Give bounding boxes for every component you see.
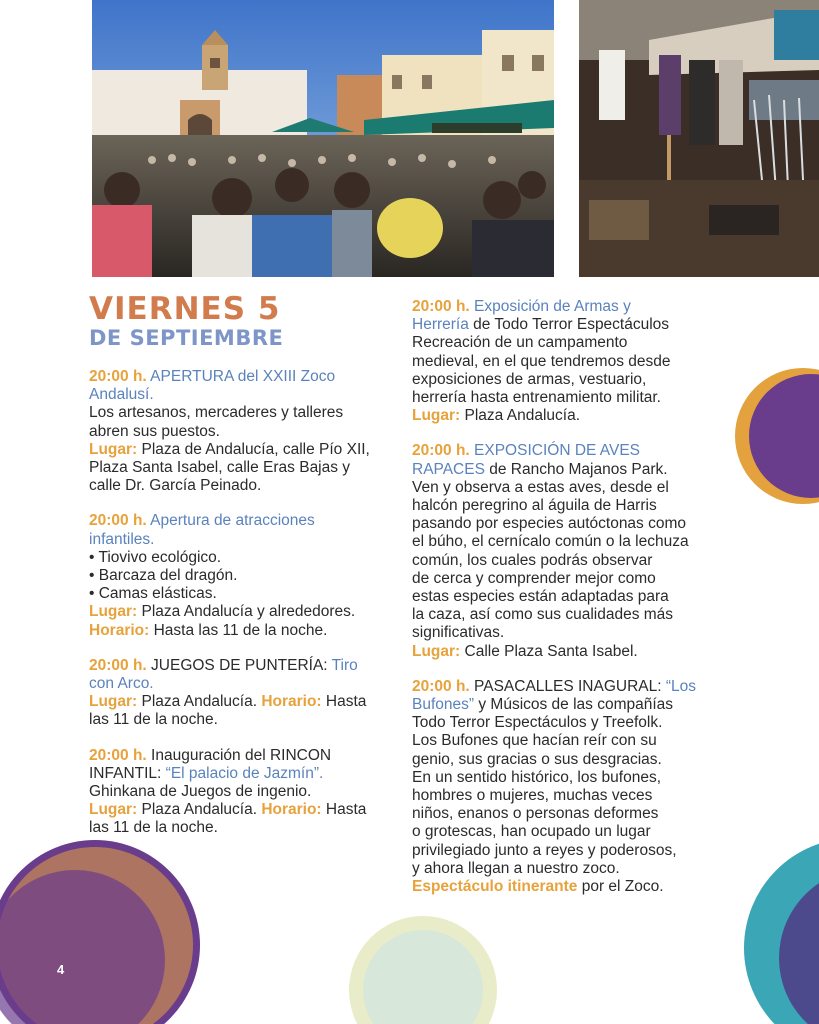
event-title: Exposición de Armas y — [469, 298, 631, 315]
horario-value: Hasta — [321, 801, 367, 819]
event-apertura-zoco — [89, 368, 401, 495]
event-company: y Músicos de las compañías — [474, 696, 674, 714]
event-title: APERTURA del XXIII Zoco — [146, 368, 336, 385]
event-title-cont: infantiles. — [89, 530, 155, 548]
event-title: PASACALLES INAGURAL: — [469, 677, 666, 695]
event-time: 20:00 h. — [89, 368, 147, 385]
event-desc-line: herrería hasta entrenamiento militar. — [412, 389, 661, 407]
event-desc-line: Recreación de un campamento — [412, 334, 628, 352]
event-title-highlight: “Los — [665, 677, 697, 695]
closing-text: por el Zoco. — [577, 878, 664, 896]
lugar-value: Plaza Andalucía y alrededores. — [137, 603, 356, 621]
horario-label: Horario: — [89, 621, 150, 639]
event-desc-line: halcón peregrino al águila de Harris — [412, 497, 657, 515]
event-desc-line: privilegiado junto a reyes y poderosos, — [412, 841, 677, 859]
event-time: 20:00 h. — [89, 746, 147, 764]
closing-label: Espectáculo itinerante — [412, 878, 578, 896]
event-desc-line: Los Bufones que hacían reír con su — [412, 732, 657, 750]
horario-value: Hasta — [321, 693, 367, 711]
event-desc-line: y ahora llegan a nuestro zoco. — [412, 859, 620, 877]
crowd-in-plaza-photo — [92, 0, 554, 277]
event-company: de Todo Terror Espectáculos — [468, 316, 670, 334]
event-aves-rapaces — [412, 442, 732, 660]
decorative-circle-right-top — [733, 368, 819, 504]
horario-label: Horario: — [261, 693, 322, 711]
lugar-value-cont: Plaza Santa Isabel, calle Eras Bajas y — [89, 459, 351, 477]
lugar-value: Plaza Andalucía. — [137, 801, 262, 819]
decorative-circle-bottom-center — [348, 915, 498, 1024]
event-title-cont: INFANTIL: — [89, 764, 166, 782]
event-time: 20:00 h. — [412, 677, 470, 695]
event-company: de Rancho Majanos Park. — [484, 460, 668, 478]
event-pasacalles — [412, 678, 732, 896]
month-subheading: DE SEPTIEMBRE — [89, 326, 284, 350]
lugar-value-cont: calle Dr. García Peinado. — [89, 477, 262, 495]
lugar-value: Calle Plaza Santa Isabel. — [460, 642, 638, 660]
event-desc-line: Los artesanos, mercaderes y talleres — [89, 404, 344, 422]
event-exposicion-armas — [412, 298, 732, 425]
event-title-cont: Herrería — [412, 316, 469, 334]
event-time: 20:00 h. — [89, 512, 147, 530]
event-title-highlight-cont: con Arco. — [89, 675, 154, 693]
event-atracciones-infantiles — [89, 512, 401, 639]
lugar-label: Lugar: — [89, 693, 138, 711]
event-desc-line: pasando por especies autóctonas como — [412, 515, 687, 533]
horario-value: Hasta las 11 de la noche. — [149, 621, 328, 639]
lugar-label: Lugar: — [412, 642, 461, 660]
attraction-item: • Camas elásticas. — [89, 585, 217, 603]
event-juegos-punteria — [89, 657, 401, 730]
lugar-label: Lugar: — [89, 440, 138, 458]
event-time: 20:00 h. — [412, 442, 470, 460]
event-desc-line: niños, enanos o personas deformes — [412, 805, 659, 823]
event-desc-line: la caza, así como sus cualidades más — [412, 606, 674, 624]
event-desc-line: medieval, en el que tendremos desde — [412, 352, 671, 370]
horario-value-cont: las 11 de la noche. — [89, 819, 218, 837]
lugar-value: Plaza Andalucía. — [460, 407, 580, 425]
horario-value-cont: las 11 de la noche. — [89, 711, 218, 729]
event-rincon-infantil — [89, 747, 401, 838]
attraction-item: • Tiovivo ecológico. — [89, 548, 222, 566]
event-title-highlight: “El palacio de Jazmín”. — [165, 764, 324, 782]
event-desc-line: abren sus puestos. — [89, 422, 220, 440]
events-column-right — [412, 298, 732, 913]
event-desc-line: Todo Terror Espectáculos y Treefolk. — [412, 714, 663, 732]
decorative-circle-bottom-right — [744, 838, 819, 1024]
event-desc-line: Ven y observa a estas aves, desde el — [412, 478, 669, 496]
event-title-highlight: Tiro — [331, 656, 358, 674]
event-desc-line: estas especies están adaptadas para — [412, 588, 669, 606]
event-desc-line: Ghinkana de Juegos de ingenio. — [89, 783, 312, 801]
event-time: 20:00 h. — [89, 656, 147, 674]
event-title: Apertura de atracciones — [146, 512, 315, 530]
event-desc-line: de cerca y comprender mejor como — [412, 569, 656, 587]
event-title: EXPOSICIÓN DE AVES — [469, 442, 640, 460]
event-title-cont: Andalusí. — [89, 386, 154, 404]
horario-label: Horario: — [261, 801, 322, 819]
event-desc-line: o grotescas, han ocupado un lugar — [412, 823, 651, 841]
event-desc-line: común, los cuales podrás observar — [412, 551, 653, 569]
events-column-left — [89, 368, 401, 855]
decorative-circle-bottom-left — [0, 840, 215, 1024]
lugar-value: Plaza de Andalucía, calle Pío XII, — [137, 440, 370, 458]
event-time: 20:00 h. — [412, 298, 470, 315]
event-title: JUEGOS DE PUNTERÍA: — [146, 656, 332, 674]
event-desc-line: exposiciones de armas, vestuario, — [412, 370, 647, 388]
lugar-label: Lugar: — [412, 407, 461, 425]
event-title: Inauguración del RINCON — [146, 746, 332, 764]
event-title-cont: RAPACES — [412, 460, 485, 478]
lugar-label: Lugar: — [89, 801, 138, 819]
attraction-item: • Barcaza del dragón. — [89, 567, 238, 585]
lugar-label: Lugar: — [89, 603, 138, 621]
medieval-weapons-exhibit-photo — [579, 0, 819, 277]
event-desc-line: En un sentido histórico, los bufones, — [412, 768, 662, 786]
event-title-highlight-cont: Bufones” — [412, 696, 475, 714]
event-desc-line: el búho, el cernícalo común o la lechuza — [412, 533, 689, 551]
event-desc-line: genio, sus gracias o sus desgracias. — [412, 750, 662, 768]
event-desc-line: hombres o mujeres, muchas veces — [412, 787, 653, 805]
page-number: 4 — [57, 962, 65, 977]
lugar-value: Plaza Andalucía. — [137, 693, 262, 711]
event-desc-line: significativas. — [412, 624, 505, 642]
day-heading: VIERNES 5 — [89, 291, 281, 327]
